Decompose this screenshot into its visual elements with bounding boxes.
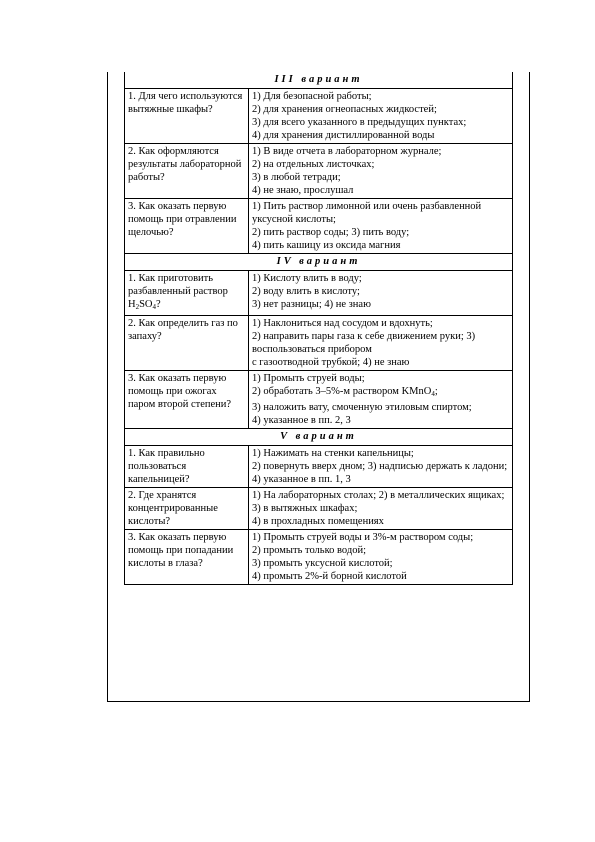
answer-option: 4) для хранения дистиллированной воды (252, 130, 435, 141)
quiz-table (124, 72, 513, 585)
question-text: 1. Как приготовить разбавленный раствор $H_2SO_4$? (128, 273, 228, 311)
answer-option: 3) нет разницы; 4) не знаю (252, 299, 371, 310)
answer-option: 4) в прохладных помещениях (252, 516, 384, 527)
question-cell: 1. Как правильно пользоваться капельницей? (125, 446, 249, 487)
answer-option: 1) Кислоту влить в воду; (252, 273, 362, 284)
answer-option: 1) В виде отчета в лабораторном журнале; (252, 146, 442, 157)
frame-right-border (529, 72, 530, 702)
answer-option: 1) Для безопасной работы; (252, 91, 372, 102)
answer-cell (249, 371, 512, 428)
answer-option: 3) для всего указанного в предыдущих пунктах; (252, 117, 467, 128)
answer-option: 2) воду влить в кислоту; (252, 286, 360, 297)
answer-cell (249, 271, 512, 315)
answer-cell (249, 488, 512, 529)
answer-cell (249, 199, 512, 253)
answer-option: 2) направить пары газа к себе движением руки; 3) воспользоваться прибором (252, 331, 476, 355)
table-row (124, 488, 513, 530)
question-cell: 2. Как оформляются результаты лабораторной работы? (125, 144, 249, 198)
frame-left-border (107, 72, 108, 702)
table-row (124, 88, 513, 144)
answer-option: 3) наложить вату, смоченную этиловым спиртом; (252, 402, 472, 413)
question-cell: 3. Как оказать первую помощь при отравлении щелочью? (125, 199, 249, 253)
question-cell (125, 271, 249, 315)
answer-option: 3) промыть уксусной кислотой; (252, 558, 393, 569)
answer-cell (249, 144, 512, 198)
answer-cell (249, 446, 512, 487)
answer-option: 2) повернуть вверх дном; 3) надписью держать к ладони; 4) указанное в пп. 1, 3 (252, 461, 508, 485)
answer-option: 2) обработать 3–5%-м раствором KMnO$_4$; (252, 386, 438, 398)
answer-option: 4) промыть 2%-й борной кислотой (252, 571, 407, 582)
answer-option: с газоотводной трубкой; 4) не знаю (252, 357, 410, 368)
question-cell: 2. Где хранятся концентрированные кислоты? (125, 488, 249, 529)
answer-option: 1) На лабораторных столах; 2) в металлических ящиках; 3) в вытяжных шкафах; (252, 490, 505, 514)
answer-option: 1) Наклониться над сосудом и вдохнуть; (252, 318, 433, 329)
table-row (124, 270, 513, 316)
answer-option: 2) на отдельных листочках; (252, 159, 375, 170)
table-row (124, 530, 513, 585)
answer-cell (249, 530, 512, 584)
answer-option: 1) Пить раствор лимонной или очень разбавленной уксусной кислоты; (252, 201, 482, 225)
answer-cell (249, 89, 512, 143)
table-row (124, 445, 513, 488)
answer-option: 1) Промыть струей воды; (252, 373, 365, 384)
question-cell: 2. Как определить газ по запаху? (125, 316, 249, 370)
answer-option: 3) в любой тетради; (252, 172, 341, 183)
answer-option: 4) пить кашицу из оксида магния (252, 240, 401, 251)
table-row (124, 144, 513, 199)
frame-bottom-border (107, 701, 530, 702)
section-header: III вариант (124, 72, 513, 88)
section-header: V вариант (124, 429, 513, 445)
table-row (124, 199, 513, 254)
answer-cell (249, 316, 512, 370)
answer-option: 1) Промыть струей воды и 3%-м раствором соды; (252, 532, 474, 543)
question-cell: 1. Для чего используются вытяжные шкафы? (125, 89, 249, 143)
answer-option: 4) указанное в пп. 2, 3 (252, 415, 351, 426)
table-row (124, 371, 513, 429)
answer-option: 1) Нажимать на стенки капельницы; (252, 448, 414, 459)
answer-option: 2) для хранения огнеопасных жидкостей; (252, 104, 437, 115)
question-cell: 3. Как оказать первую помощь при попадании кислоты в глаза? (125, 530, 249, 584)
question-cell: 3. Как оказать первую помощь при ожогах паром второй степени? (125, 371, 249, 428)
answer-option: 2) пить раствор соды; 3) пить воду; (252, 227, 410, 238)
answer-option: 4) не знаю, прослушал (252, 185, 354, 196)
section-header: IV вариант (124, 254, 513, 270)
table-row (124, 316, 513, 371)
answer-option: 2) промыть только водой; (252, 545, 366, 556)
